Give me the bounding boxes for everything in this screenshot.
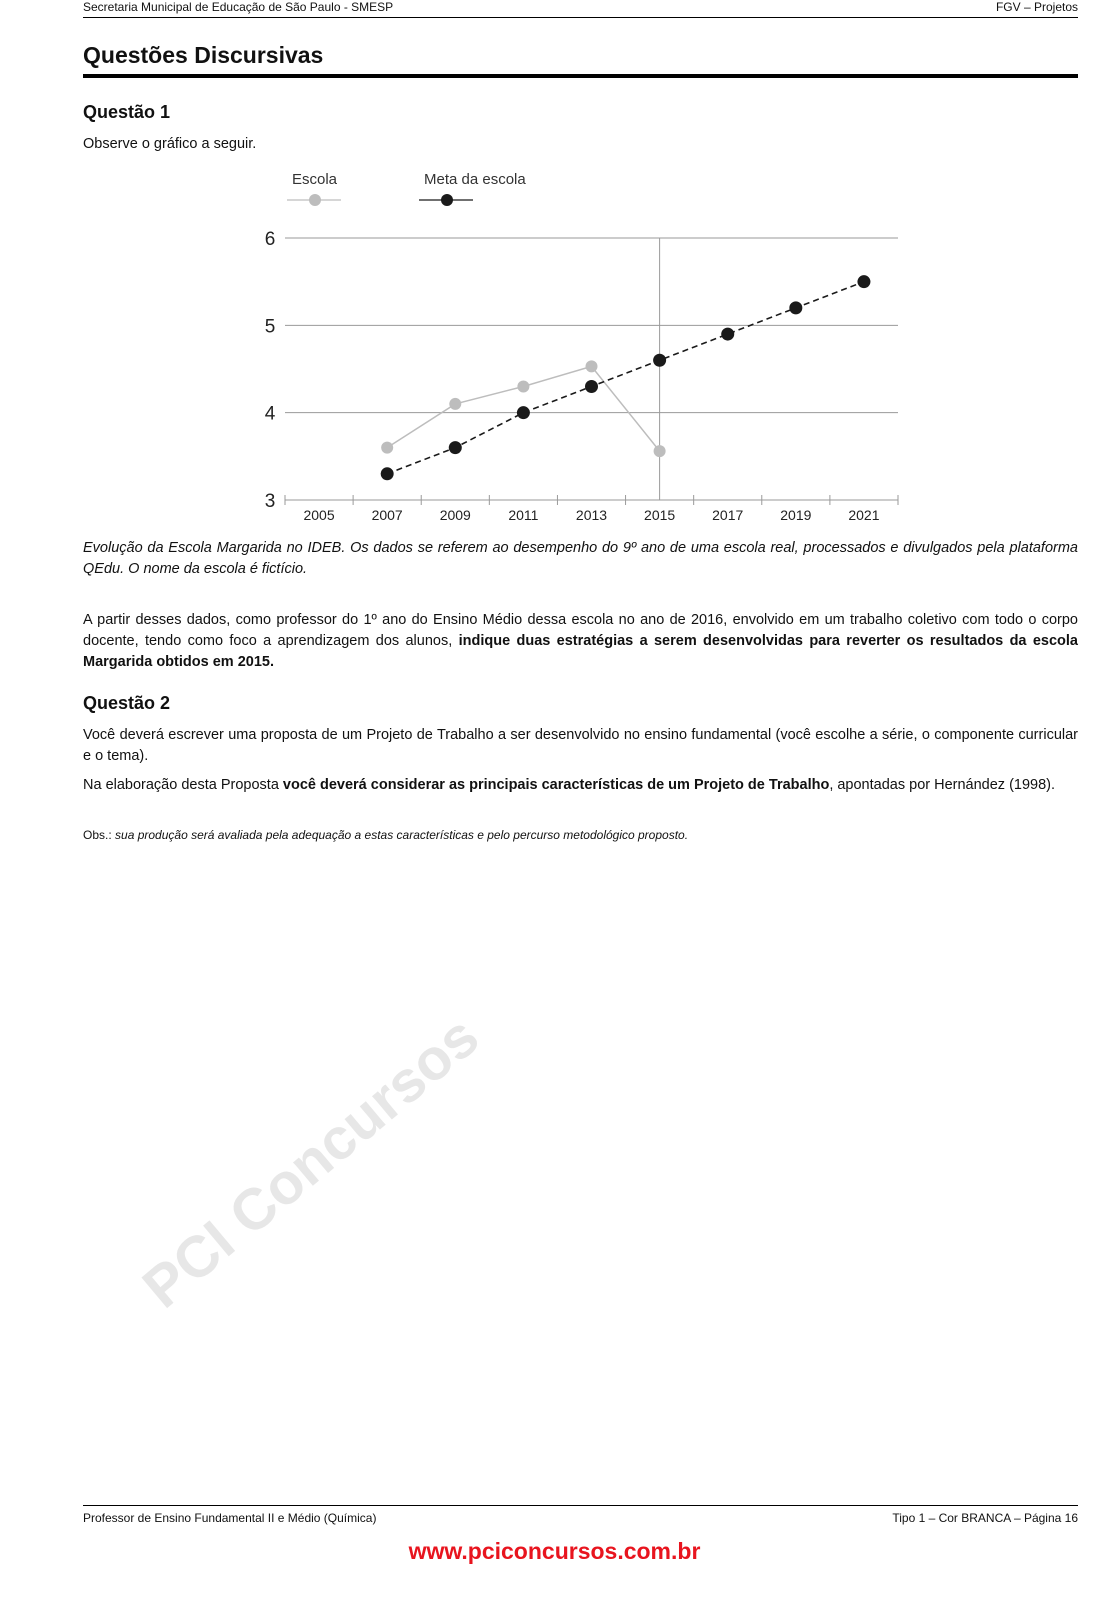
legend-label: Escola [292,171,338,188]
data-point [586,360,598,372]
data-point [381,467,394,480]
data-point [653,354,666,367]
footer-left: Professor de Ensino Fundamental II e Médio (Química) [83,1511,377,1525]
y-tick-label: 3 [264,491,276,512]
site-url[interactable]: www.pciconcursos.com.br [408,1538,701,1564]
x-tick-label: 2017 [712,507,744,523]
question-1-body-text: A partir desses dados, como professor do 1º ano do Ensino Médio dessa escola no ano de 2016, envolvido em um trabalho coletivo com todo o corpo docente, tendo como foco a aprendizagem dos alunos, [83,612,1078,649]
header-right: FGV – Projetos [995,0,1078,14]
data-point [517,380,529,392]
y-tick-label: 6 [264,229,276,250]
x-tick-label: 2013 [575,507,608,523]
q2-p2-end: , apontadas por Hernández (1998). [829,777,1056,793]
data-point [789,301,802,314]
legend-label: Meta da escola [424,171,526,188]
page-footer [83,1505,1078,1526]
watermark: PCI Concursos [130,1003,491,1321]
y-tick-label: 5 [264,316,276,338]
question-1-title: Questão 1 [83,102,171,122]
page-header [83,0,1078,18]
chart-caption: Evolução da Escola Margarida no IDEB. Os dados se referem ao desempenho do 9º ano de uma escola real, processados e divulgados pela plataforma QEdu. O nome da escola é fictício. [83,540,1078,577]
header-left: Secretaria Municipal de Educação de São Paulo - SMESP [83,0,394,14]
obs-label: Obs.: [83,828,116,842]
x-tick-label: 2007 [371,507,403,523]
legend-marker [441,194,453,206]
question-2-paragraph-2 [83,775,1078,796]
question-1-body [83,610,1078,673]
x-tick-label: 2011 [508,507,539,523]
data-point [654,445,666,457]
x-tick-label: 2019 [780,507,812,523]
question-1-intro: Observe o gráfico a seguir. [83,136,257,152]
q2-p2-start: Na elaboração desta Proposta [83,777,283,793]
x-tick-label: 2009 [439,507,471,523]
y-tick-label: 4 [264,403,276,425]
ideb-line-chart [250,165,910,530]
obs-text: sua produção será avaliada pela adequação a estas características e pelo percurso metodológico proposto. [115,828,689,842]
question-2-title: Questão 2 [83,693,171,713]
x-tick-label: 2021 [848,507,880,523]
footer-right: Tipo 1 – Cor BRANCA – Página 16 [892,1511,1078,1525]
x-tick-label: 2015 [644,507,676,523]
section-title: Questões Discursivas [83,40,1078,78]
data-point [721,328,734,341]
data-point [585,380,598,393]
q2-p2-bold: você deverá considerar as principais características de um Projeto de Trabalho [282,777,830,793]
question-2-paragraph-1: Você deverá escrever uma proposta de um Projeto de Trabalho a ser desenvolvido no ensino fundamental (você escolhe a série, o componente curricular e o tema). [83,727,1078,764]
question-2-obs [83,825,1078,846]
legend-marker [309,194,321,206]
data-point [381,442,393,454]
x-tick-label: 2005 [303,507,335,523]
data-point [517,406,530,419]
data-point [449,441,462,454]
data-point [449,398,461,410]
question-1-body-bold: indique duas estratégias a serem desenvolvidas para reverter os resultados da escola Margarida obtidos em 2015. [83,633,1078,670]
data-point [857,275,870,288]
